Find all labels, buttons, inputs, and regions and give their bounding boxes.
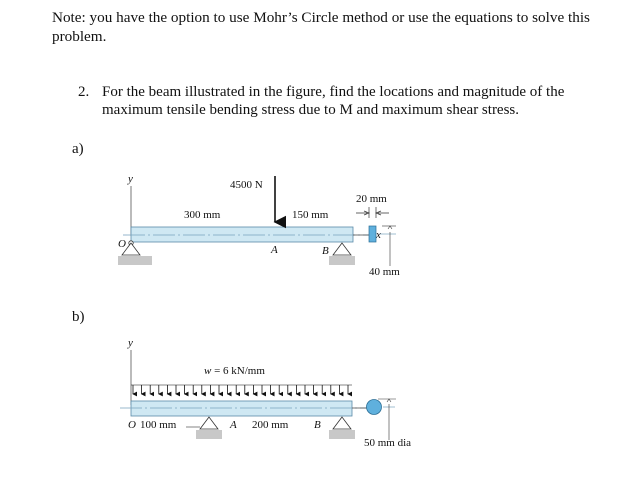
question-line-2: maximum tensile bending stress due to M and maximum shear stress. (102, 102, 520, 118)
a-section-height-label: 40 mm (369, 266, 400, 278)
b-load-value: = 6 kN/mm (211, 365, 265, 377)
a-point-a-label: A (271, 244, 278, 256)
b-load-label (204, 365, 265, 377)
a-section-width-label: 20 mm (356, 193, 387, 205)
a-dim-300: 300 mm (184, 209, 221, 221)
a-y-label: y (128, 173, 133, 185)
b-y-label: y (128, 337, 133, 349)
question-line-1: For the beam illustrated in the figure, find the locations and magnitude of the (102, 84, 565, 100)
b-beam (131, 401, 352, 416)
a-dim-150: 150 mm (292, 209, 329, 221)
a-load-label: 4500 N (230, 179, 263, 191)
note-line-1: Note: you have the option to use Mohr’s Circle method or use the equations to solve this (52, 9, 590, 26)
b-point-b-label: B (314, 419, 321, 431)
a-origin-label: O (118, 238, 126, 250)
part-a-label: a) (72, 141, 84, 157)
b-ground-b (329, 430, 355, 439)
b-ground-a (196, 430, 222, 439)
b-support-b (333, 417, 351, 429)
a-point-b-label: B (322, 245, 329, 257)
b-support-a (200, 417, 218, 429)
b-dim-100: 100 mm (140, 419, 177, 431)
part-b-label: b) (72, 309, 85, 325)
a-x-label: x (376, 229, 381, 241)
b-load-symbol: w (204, 365, 212, 377)
note-line-2: problem. (52, 28, 107, 45)
b-origin-label: O (128, 419, 136, 431)
b-point-a-label: A (230, 419, 237, 431)
b-cross-section (367, 400, 382, 415)
b-section-dia-label: 50 mm dia (364, 437, 412, 449)
question-number: 2. (78, 84, 90, 100)
b-dim-200: 200 mm (252, 419, 289, 431)
b-distributed-load-arrows (133, 385, 348, 394)
